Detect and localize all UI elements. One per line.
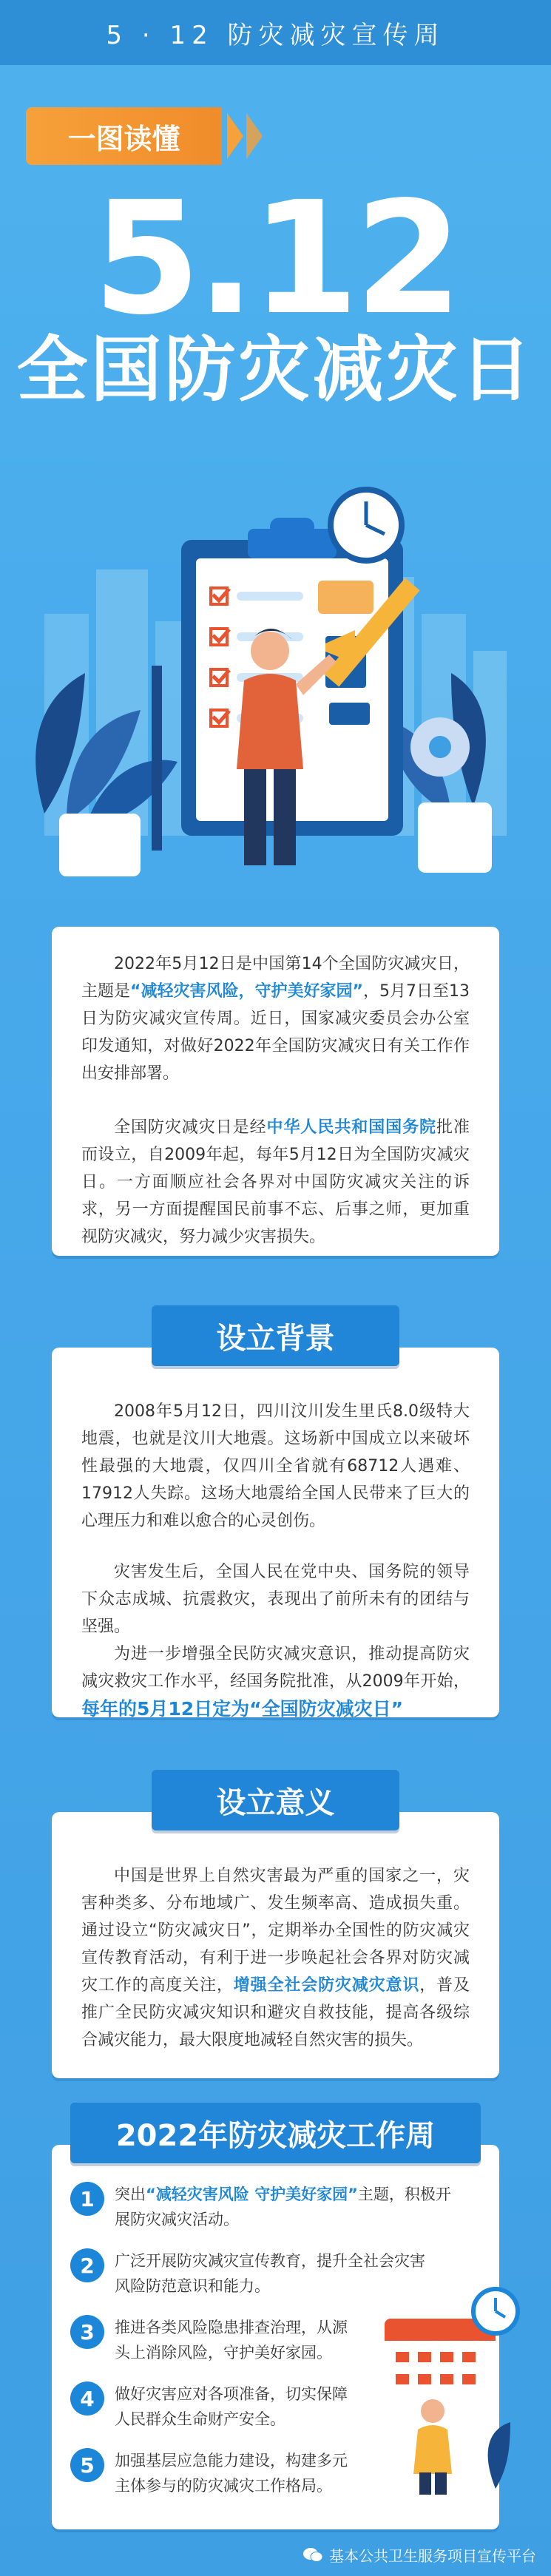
plant-icon bbox=[488, 2422, 510, 2489]
footer-text: 基本公共卫生服务项目宣传平台 bbox=[329, 2547, 536, 2565]
work-item-1 bbox=[70, 2182, 484, 2232]
background-heading bbox=[152, 1305, 399, 1366]
work-week-heading-text: 2022年防灾减灾工作周 bbox=[115, 2118, 436, 2153]
intro-text: 全国防灾减灾日是经 bbox=[114, 1118, 267, 1137]
hero-title: 全国防灾减灾日 bbox=[16, 328, 535, 411]
significance-text: 中国是世界上自然灾害最为严重的国家之一，灾害种类多、分布地域广、发生频率高、造成损失重。通过设立“防灾减灾日”，定期举办全国性的防灾减灾宣传教育活动，有利于进一步唤起社会各界对防灾减灾工作的高度关注， bbox=[81, 1867, 470, 1995]
significance-heading bbox=[152, 1770, 399, 1830]
calendar-icon bbox=[385, 2319, 496, 2407]
work-week-heading bbox=[70, 2103, 481, 2163]
theme-highlight: “减轻灾害风险，守护美好家园” bbox=[130, 982, 363, 1001]
alarm-clock-icon bbox=[473, 2289, 518, 2333]
clock-icon bbox=[331, 490, 402, 561]
banner-title: 5 · 12 防灾减灾宣传周 bbox=[106, 20, 445, 50]
calendar-illustration bbox=[370, 2274, 525, 2496]
work-item-text: 做好灾害应对各项准备，切实保障人民群众生命财产安全。 bbox=[115, 2385, 348, 2428]
significance-text: ，普及推广全民防灾减灾知识和避灾自救技能，提高各级综合减灾能力，最大限度地减轻自然灾害的损失。 bbox=[81, 1976, 470, 2049]
theme-highlight: “减轻灾害风险 守护美好家园” bbox=[146, 2185, 358, 2203]
day-highlight: 每年的5月12日定为“全国防灾减灾日” bbox=[81, 1698, 404, 1720]
chevron-icon bbox=[246, 113, 263, 159]
intro-text: ，5月7日至13日为防灾减灾宣传周。近日，国家减灾委员会办公室印发通知，对做好2022年全国防灾减灾日有关工作作出安排部署。 bbox=[81, 982, 470, 1083]
significance-heading-text: 设立意义 bbox=[216, 1785, 335, 1820]
gear-icon bbox=[410, 717, 470, 777]
significance-paragraph bbox=[81, 1862, 470, 2054]
wechat-icon bbox=[302, 2546, 323, 2564]
significance-card bbox=[52, 1812, 499, 2078]
work-item-text: 加强基层应急能力建设，构建多元主体参与的防灾减灾工作格局。 bbox=[115, 2452, 348, 2495]
number-badge: 3 bbox=[70, 2315, 104, 2349]
tag-label: 一图读懂 bbox=[67, 122, 180, 155]
work-item-text: 广泛开展防灾减灾宣传教育，提升全社会灾害风险防范意识和能力。 bbox=[115, 2252, 425, 2295]
background-paragraph-2: 灾害发生后，全国人民在党中央、国务院的领导下众志成城、抗震救灾，表现出了前所未有的团结与坚强。 bbox=[81, 1563, 470, 1636]
intro-paragraph-1 bbox=[81, 950, 470, 1087]
number-badge: 4 bbox=[70, 2381, 104, 2416]
intro-card bbox=[52, 927, 499, 1256]
footer-source bbox=[302, 2544, 536, 2566]
number-badge: 2 bbox=[70, 2248, 104, 2282]
work-item-text: 推进各类风险隐患排查治理，从源头上消除风险，守护美好家园。 bbox=[115, 2319, 348, 2362]
intro-paragraph-2 bbox=[81, 1114, 470, 1251]
background-heading-text: 设立背景 bbox=[216, 1321, 335, 1356]
intro-tag bbox=[26, 107, 248, 165]
background-card bbox=[52, 1348, 499, 1720]
background-paragraph-3 bbox=[81, 1640, 470, 1724]
awareness-highlight: 增强全社会防灾减灾意识 bbox=[233, 1976, 420, 1995]
number-badge: 5 bbox=[70, 2448, 104, 2482]
state-council-highlight: 中华人民共和国国务院 bbox=[266, 1118, 437, 1137]
number-badge: 1 bbox=[70, 2182, 104, 2216]
work-item-post: 主题，积极开展防灾减灾活动。 bbox=[115, 2185, 451, 2228]
top-banner bbox=[0, 0, 551, 65]
work-item-text bbox=[115, 2182, 462, 2232]
work-item-pre: 突出 bbox=[115, 2185, 146, 2203]
intro-text: 批准而设立，自2009年起，每年5月12日为全国防灾减灾日。一方面顺应社会各界对中国防灾减灾关注的诉求，另一方面提醒国民前事不忘、后事之师，更加重视防灾减灾，努力减少灾害损失。 bbox=[81, 1118, 470, 1246]
tag-body bbox=[26, 107, 222, 165]
chevron-icon bbox=[227, 113, 243, 159]
hero-date: 5.12 bbox=[92, 168, 459, 349]
hero-illustration bbox=[15, 429, 536, 902]
person-figure bbox=[413, 2399, 452, 2495]
background-paragraph-1: 2008年5月12日，四川汶川发生里氏8.0级特大地震，也就是汶川大地震。这场新中国成立以来破坏性最强的大地震，仅四川全省就有68712人遇难、17912人失踪。这场大地震给全国人民带来了巨大的心理压力和难以愈合的心灵创伤。 bbox=[81, 1402, 470, 1530]
background-text: 为进一步增强全民防灾减灾意识，推动提高防灾减灾救灾工作水平，经国务院批准，从2009年开始， bbox=[81, 1645, 470, 1691]
intro-text: 2022年5月12日是中国第14个全国防灾减灾日，主题是 bbox=[81, 955, 470, 1001]
